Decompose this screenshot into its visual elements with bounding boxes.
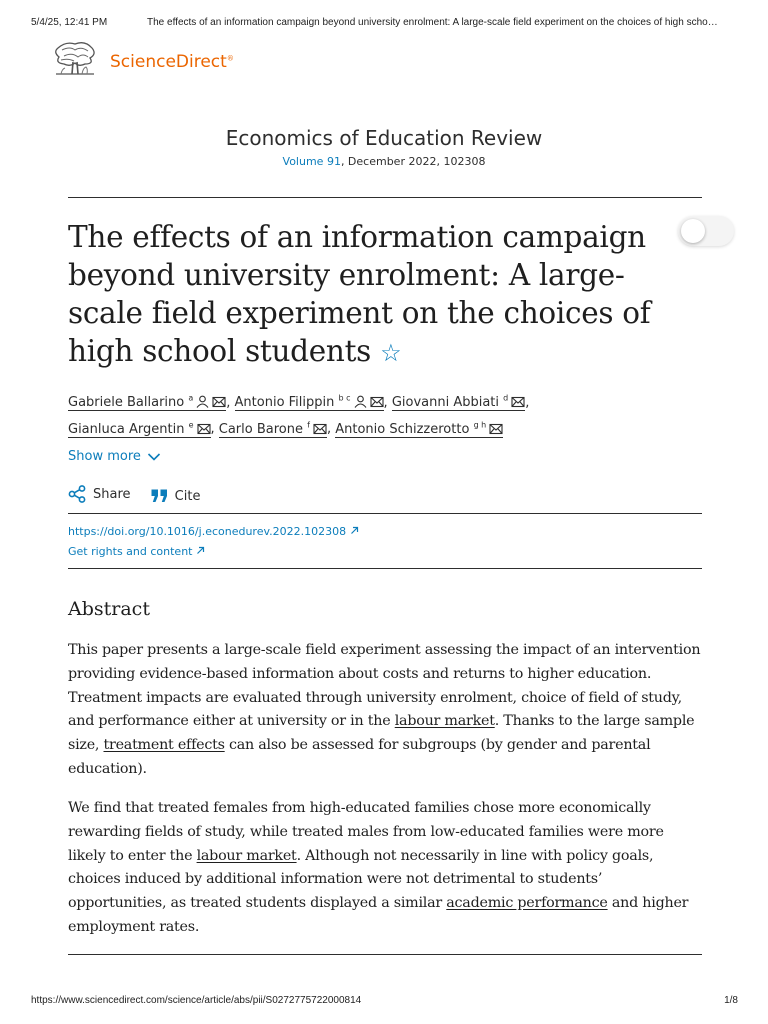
volume-line xyxy=(0,155,768,168)
email-icon xyxy=(370,396,384,408)
cite-label: Cite xyxy=(174,488,201,504)
journal-name[interactable]: Economics of Education Review xyxy=(225,126,543,150)
abstract-paragraph: This paper presents a large-scale field experiment assessing the impact of an intervention providing evidence-based information about costs and returns to higher education. Treatment impacts are evaluated through university enrolment, choice of field of study, and performance either at university or in the labour market. Thanks to the large sample size, treatment effects can also be assessed for subgroups (by gender and parental education). xyxy=(68,642,701,777)
quote-icon xyxy=(151,489,168,503)
print-url: https://www.sciencedirect.com/science/article/abs/pii/S0272775722000814 xyxy=(31,995,362,1006)
share-button[interactable] xyxy=(68,485,131,503)
print-footer xyxy=(31,995,738,1006)
author-link[interactable]: Antonio Filippin $^{b c}$ xyxy=(235,395,384,411)
action-row xyxy=(68,485,216,507)
author-link[interactable]: Carlo Barone $^f$ xyxy=(219,422,327,438)
rights-link[interactable]: Get rights and content xyxy=(68,542,359,562)
abstract-heading: Abstract xyxy=(68,598,150,620)
topic-link[interactable]: treatment effects xyxy=(103,737,225,754)
topic-link[interactable]: labour market xyxy=(196,847,297,864)
email-icon xyxy=(313,423,327,435)
doi-link[interactable]: https://doi.org/10.1016/j.econedurev.2022.102308 xyxy=(68,522,359,542)
print-datetime: 5/4/25, 12:41 PM xyxy=(31,17,108,28)
author-link[interactable]: Antonio Schizzerotto $^{g h}$ xyxy=(335,422,503,438)
article-title-text: The effects of an information campaign beyond university enrolment: A large-scale field experiment on the choices of high school students xyxy=(68,220,651,368)
brand-name: ScienceDirect® xyxy=(110,52,234,72)
star-icon[interactable]: ☆ xyxy=(380,339,402,367)
article-links xyxy=(68,522,359,562)
email-icon xyxy=(511,396,525,408)
email-icon xyxy=(489,423,503,435)
email-icon xyxy=(197,423,211,435)
email-icon xyxy=(212,396,226,408)
person-icon xyxy=(354,395,367,408)
elsevier-tree-icon xyxy=(52,40,98,78)
article-title xyxy=(68,218,698,372)
topic-link[interactable]: academic performance xyxy=(446,895,608,912)
chevron-down-icon xyxy=(147,452,161,462)
cite-button[interactable] xyxy=(151,489,201,504)
external-link-icon xyxy=(350,526,359,535)
external-link-icon xyxy=(196,546,205,555)
volume-link[interactable]: Volume 91 xyxy=(282,155,341,168)
top-divider xyxy=(68,197,702,198)
print-page-number: 1/8 xyxy=(724,995,738,1006)
share-icon xyxy=(68,485,86,503)
author-link[interactable]: Gabriele Ballarino $^a$ xyxy=(68,395,226,411)
links-divider xyxy=(68,568,702,569)
topic-link[interactable]: labour market xyxy=(394,713,495,730)
author-link[interactable]: Giovanni Abbiati $^d$ xyxy=(392,395,525,411)
author-list: Gabriele Ballarino $^a$ , Antonio Filippin $^{b c}$ , Giovanni Abbiati $^d$ , Gianluca Argentin $^e$ , Carlo Barone $^f$ , Antonio Schizzerotto $^{g h}$ xyxy=(68,394,530,437)
print-header xyxy=(31,17,738,28)
share-label: Share xyxy=(93,486,131,502)
abstract-paragraph: We find that treated females from high-educated families chose more economically rewarding fields of study, while treated males from low-educated families were more likely to enter the labour market. Although not necessarily in line with policy goals, choices induced by additional information were not detrimental to students’ opportunities, as treated students displayed a similar academic performance and higher employment rates. xyxy=(68,800,689,935)
bottom-divider xyxy=(68,954,702,955)
issue-info: , December 2022, 102308 xyxy=(340,155,486,168)
person-icon xyxy=(196,395,209,408)
actions-divider xyxy=(68,513,702,514)
show-more-label: Show more xyxy=(68,449,141,464)
print-header-title: The effects of an information campaign beyond university enrolment: A large-scale field experiment on the choices of high scho… xyxy=(147,17,718,28)
author-link[interactable]: Gianluca Argentin $^e$ xyxy=(68,422,211,438)
show-more-button[interactable] xyxy=(68,449,161,464)
